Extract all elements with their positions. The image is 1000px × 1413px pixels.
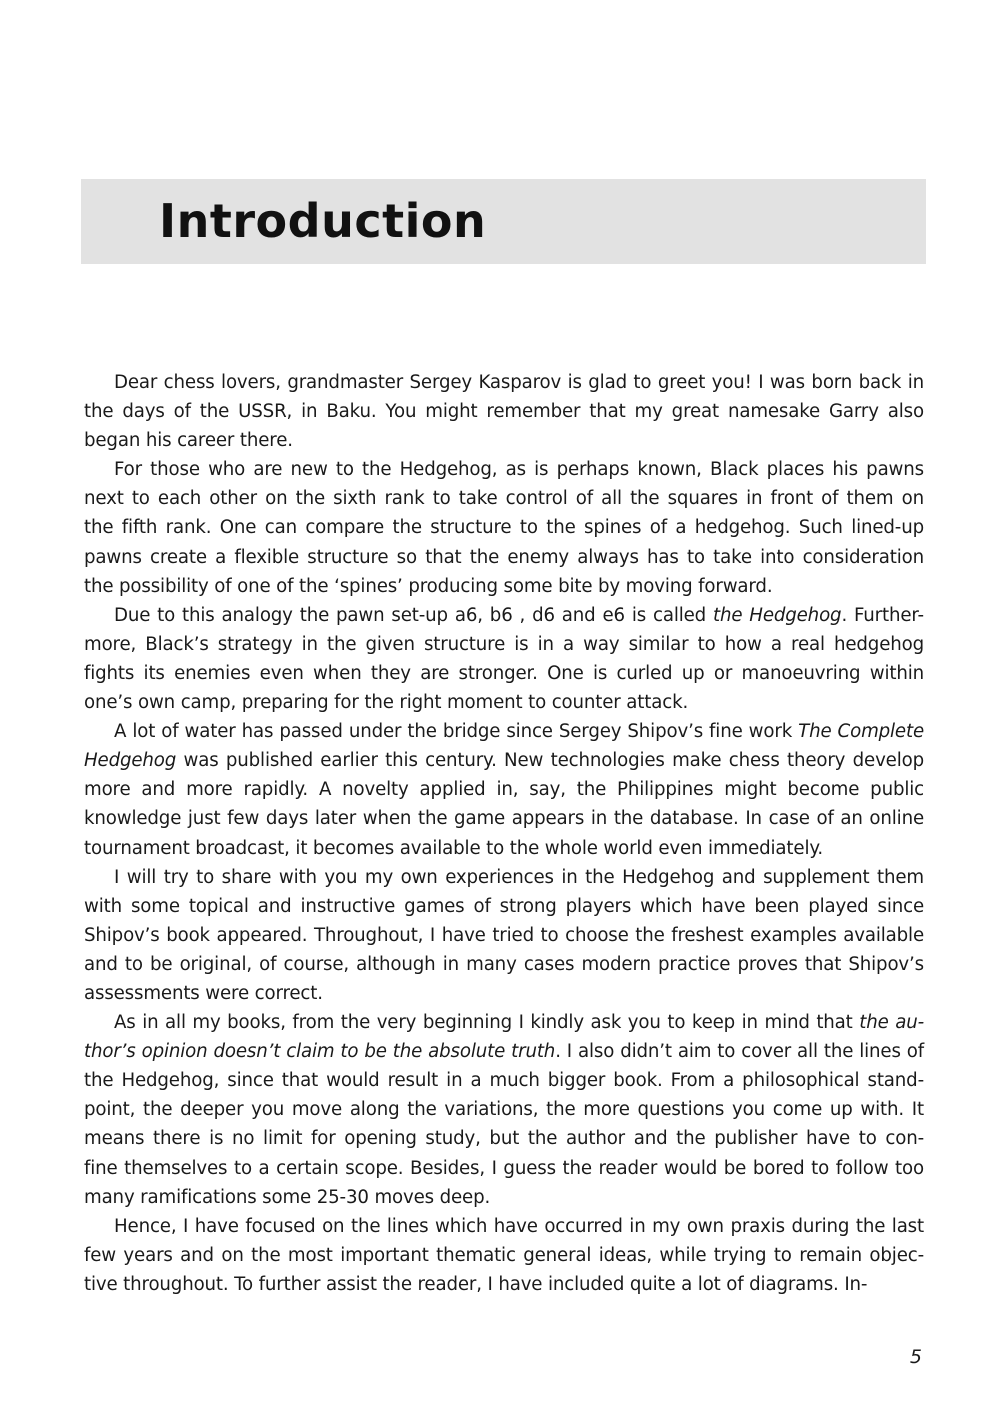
- text-run: pawns create a flexible structure so that the enemy always has to take into consideration: [84, 546, 924, 568]
- text-run: For those who are new to the Hedgehog, as is perhaps known, Black places his pawns: [114, 459, 924, 481]
- text-run: with some topical and instructive games of strong players which have been played since: [84, 895, 924, 917]
- text-run: fine themselves to a certain scope. Besides, I guess the reader would be bored to follow too: [84, 1157, 924, 1179]
- text-line: [84, 1212, 924, 1241]
- paragraph: [84, 1212, 924, 1299]
- italic-text: The Complete: [798, 721, 924, 743]
- text-line: [84, 368, 924, 397]
- text-run: point, the deeper you move along the variations, the more questions you come up with. It: [84, 1099, 924, 1121]
- text-run: I will try to share with you my own experiences in the Hedgehog and supplement them: [114, 866, 924, 888]
- text-line: [84, 921, 924, 950]
- text-line: [84, 834, 924, 863]
- text-run: Due to this analogy the pawn set-up a6, b6 , d6 and e6 is called: [114, 604, 713, 626]
- text-line: [84, 397, 924, 426]
- paragraph: [84, 601, 924, 717]
- text-line: [84, 775, 924, 804]
- text-run: Dear chess lovers, grandmaster Sergey Kasparov is glad to greet you! I was born back in: [114, 372, 924, 393]
- text-run: the Hedgehog, since that would result in a much bigger book. From a philosophical stand-: [84, 1070, 924, 1092]
- text-run: more and more rapidly. A novelty applied in, say, the Philippines might become public: [84, 779, 924, 801]
- italic-text: the au-: [859, 1012, 924, 1034]
- italic-text: the Hedgehog: [712, 604, 842, 626]
- text-line: [84, 513, 924, 542]
- text-run: the days of the USSR, in Baku. You might remember that my great namesake Garry also: [84, 401, 924, 423]
- text-line: [84, 950, 924, 979]
- text-line: [84, 1270, 924, 1299]
- text-line: [84, 543, 924, 572]
- text-run: tournament broadcast, it becomes available to the whole world even immediately.: [84, 837, 824, 859]
- text-line: [84, 426, 924, 455]
- text-run: the possibility of one of the ‘spines’ producing some bite by moving forward.: [84, 575, 773, 597]
- text-line: [84, 804, 924, 833]
- text-run: fights its enemies even when they are stronger. One is curled up or manoeuvring within: [84, 662, 924, 684]
- text-run: began his career there.: [84, 430, 293, 452]
- text-run: A lot of water has passed under the bridge since Sergey Shipov’s fine work: [114, 721, 799, 743]
- italic-text: thor’s opinion doesn’t claim to be the absolute truth: [84, 1041, 556, 1063]
- text-line: [84, 688, 924, 717]
- text-line: [84, 1154, 924, 1183]
- text-line: [84, 1037, 924, 1066]
- text-line: [84, 659, 924, 688]
- text-line: [84, 1183, 924, 1212]
- text-run: and to be original, of course, although in many cases modern practice proves that Shipov’s: [84, 953, 924, 975]
- text-line: [84, 572, 924, 601]
- text-line: [84, 892, 924, 921]
- text-line: [84, 746, 924, 775]
- text-run: means there is no limit for opening study, but the author and the publisher have to con-: [84, 1128, 924, 1150]
- text-line: [84, 1095, 924, 1124]
- text-run: few years and on the most important thematic general ideas, while trying to remain objec-: [84, 1244, 924, 1266]
- text-line: [84, 1008, 924, 1037]
- page-number: 5: [909, 1346, 922, 1368]
- chapter-heading-band: [81, 179, 926, 264]
- text-run: next to each other on the sixth rank to take control of all the squares in front of them on: [84, 488, 924, 510]
- text-line: [84, 455, 924, 484]
- text-run: assessments were correct.: [84, 982, 323, 1004]
- body-text: [84, 368, 924, 1299]
- text-line: [84, 601, 924, 630]
- text-run: one’s own camp, preparing for the right moment to counter attack.: [84, 692, 689, 714]
- text-line: [84, 1241, 924, 1270]
- paragraph: [84, 455, 924, 600]
- text-line: [84, 484, 924, 513]
- text-run: knowledge just few days later when the game appears in the database. In case of an online: [84, 808, 924, 830]
- paragraph: [84, 863, 924, 1008]
- text-run: As in all my books, from the very beginning I kindly ask you to keep in mind that: [114, 1012, 860, 1034]
- text-run: the fifth rank. One can compare the structure to the spines of a hedgehog. Such lined-up: [84, 517, 924, 539]
- paragraph: [84, 717, 924, 862]
- text-run: . Further-: [841, 604, 924, 626]
- text-line: [84, 1066, 924, 1095]
- text-line: [84, 717, 924, 746]
- text-line: [84, 979, 924, 1008]
- text-line: [84, 1124, 924, 1153]
- text-run: tive throughout. To further assist the reader, I have included quite a lot of diagrams. In-: [84, 1273, 868, 1295]
- paragraph: [84, 368, 924, 455]
- text-run: was published earlier this century. New technologies make chess theory develop: [176, 750, 924, 772]
- text-run: many ramifications some 25-30 moves deep.: [84, 1186, 491, 1208]
- text-line: [84, 863, 924, 892]
- text-run: Shipov’s book appeared. Throughout, I have tried to choose the freshest examples available: [84, 924, 924, 946]
- chapter-title: Introduction: [159, 194, 487, 248]
- text-line: [84, 630, 924, 659]
- italic-text: Hedgehog: [84, 750, 177, 772]
- text-run: . I also didn’t aim to cover all the lines of: [555, 1041, 924, 1063]
- text-run: Hence, I have focused on the lines which have occurred in my own praxis during the last: [114, 1215, 924, 1237]
- paragraph: [84, 1008, 924, 1212]
- text-run: more, Black’s strategy in the given structure is in a way similar to how a real hedgehog: [84, 633, 924, 655]
